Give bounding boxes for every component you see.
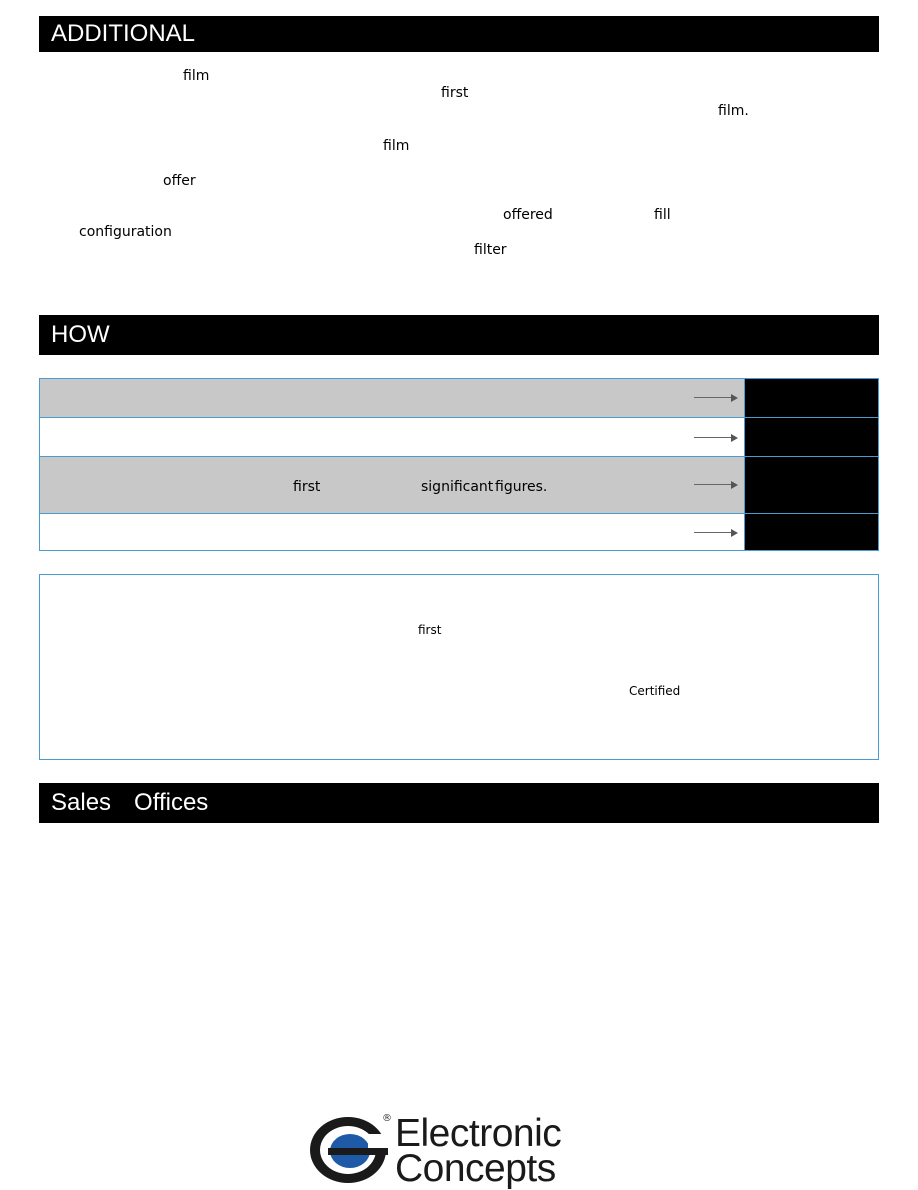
- how-table: [39, 378, 879, 551]
- table-row: [40, 379, 878, 417]
- sales-offices-header: [39, 783, 879, 823]
- text-fragment: film.: [718, 103, 749, 119]
- text-fragment: significant: [421, 479, 494, 495]
- text-fragment: figures.: [495, 479, 548, 495]
- table-cell-black: [744, 514, 878, 550]
- additional-section-title: ADDITIONAL: [51, 20, 196, 47]
- text-fragment: first: [418, 623, 442, 637]
- text-fragment: Certified: [629, 684, 681, 698]
- note-box: [39, 574, 879, 760]
- table-row: [40, 456, 878, 513]
- logo-mark-icon: [308, 1112, 392, 1188]
- text-fragment: offered: [503, 207, 553, 223]
- text-fragment: first: [293, 479, 321, 495]
- arrow-right-icon: [694, 394, 738, 402]
- table-cell-black: [744, 379, 878, 417]
- registered-mark: ®: [382, 1113, 392, 1124]
- text-fragment: filter: [474, 242, 507, 258]
- text-fragment: fill: [654, 207, 671, 223]
- text-fragment: offer: [163, 173, 196, 189]
- table-cell-black: [744, 457, 878, 513]
- how-section-title: HOW: [51, 321, 110, 348]
- text-fragment: first: [441, 85, 469, 101]
- text-fragment: film: [383, 138, 410, 154]
- table-row: [40, 417, 878, 456]
- sales-title-word2: Offices: [134, 789, 209, 816]
- electronic-concepts-logo: [308, 1112, 608, 1188]
- logo-text-line1: Electronic: [395, 1112, 562, 1155]
- how-section-header: [39, 315, 879, 355]
- text-fragment: film: [183, 68, 210, 84]
- sales-title-word1: Sales: [51, 789, 112, 816]
- table-cell-black: [744, 418, 878, 456]
- additional-section-header: [39, 16, 879, 52]
- arrow-right-icon: [694, 481, 738, 489]
- arrow-right-icon: [694, 529, 738, 537]
- table-row: [40, 513, 878, 550]
- logo-text-line2: Concepts: [395, 1147, 556, 1190]
- text-fragment: configuration: [79, 224, 172, 240]
- arrow-right-icon: [694, 434, 738, 442]
